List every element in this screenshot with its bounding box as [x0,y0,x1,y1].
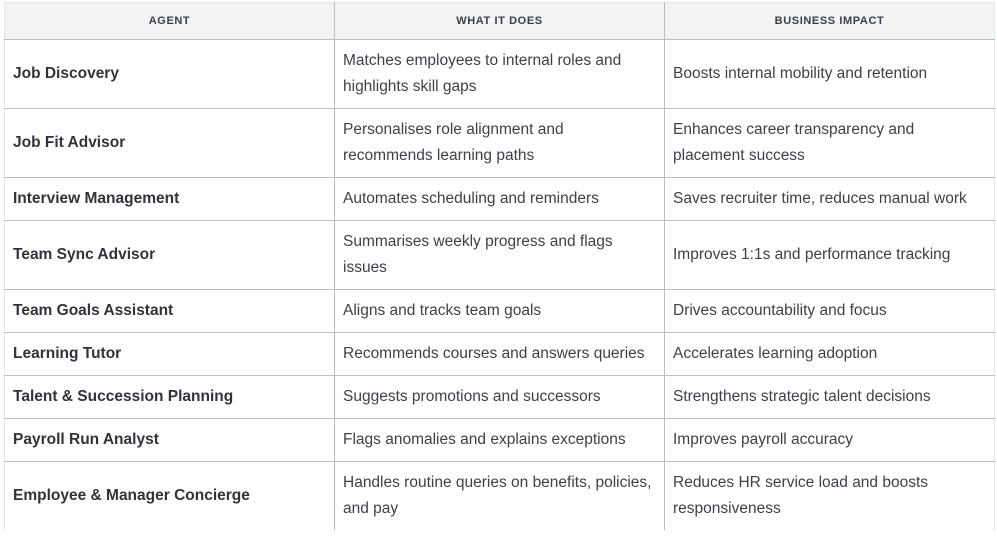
agent-name: Interview Management [5,178,335,221]
agent-impact: Strengthens strategic talent decisions [665,376,995,419]
agent-name: Job Discovery [5,40,335,109]
table-row [5,462,995,531]
agent-description: Aligns and tracks team goals [335,290,665,333]
table-row [5,290,995,333]
table-row [5,109,995,178]
agent-impact: Improves 1:1s and performance tracking [665,221,995,290]
table-row [5,376,995,419]
agent-name: Job Fit Advisor [5,109,335,178]
header-business-impact: BUSINESS IMPACT [665,3,995,40]
agent-name: Payroll Run Analyst [5,419,335,462]
table-header-row [5,3,995,40]
header-agent: AGENT [5,3,335,40]
agent-name: Talent & Succession Planning [5,376,335,419]
agent-name: Team Sync Advisor [5,221,335,290]
agent-impact: Drives accountability and focus [665,290,995,333]
table-row [5,178,995,221]
table-row [5,419,995,462]
agent-description: Summarises weekly progress and flags issues [335,221,665,290]
table-row [5,221,995,290]
agent-impact: Saves recruiter time, reduces manual work [665,178,995,221]
agent-name: Learning Tutor [5,333,335,376]
agent-description: Recommends courses and answers queries [335,333,665,376]
agent-impact: Reduces HR service load and boosts responsiveness [665,462,995,531]
table-row [5,40,995,109]
agent-description: Matches employees to internal roles and highlights skill gaps [335,40,665,109]
agent-description: Personalises role alignment and recommends learning paths [335,109,665,178]
agent-description: Handles routine queries on benefits, policies, and pay [335,462,665,531]
agent-impact: Accelerates learning adoption [665,333,995,376]
agent-impact: Enhances career transparency and placement success [665,109,995,178]
agent-description: Flags anomalies and explains exceptions [335,419,665,462]
table-row [5,333,995,376]
agent-description: Suggests promotions and successors [335,376,665,419]
agent-name: Team Goals Assistant [5,290,335,333]
header-what-it-does: WHAT IT DOES [335,3,665,40]
agents-table [4,2,995,530]
agent-impact: Improves payroll accuracy [665,419,995,462]
agent-name: Employee & Manager Concierge [5,462,335,531]
agent-description: Automates scheduling and reminders [335,178,665,221]
agent-impact: Boosts internal mobility and retention [665,40,995,109]
